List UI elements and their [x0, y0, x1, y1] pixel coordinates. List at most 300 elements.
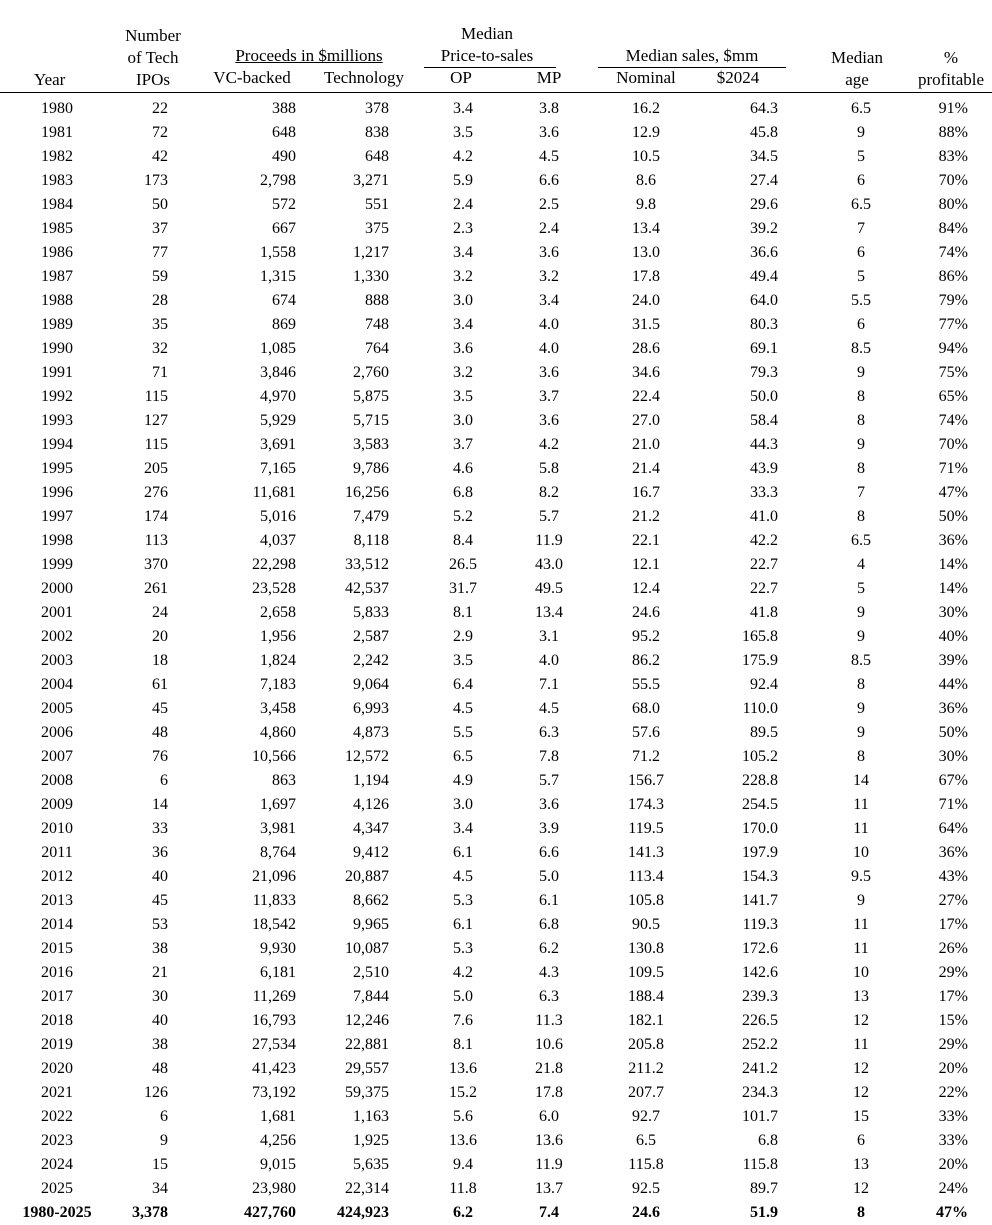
- technology-cell: 59,375: [345, 1084, 389, 1101]
- table-row: [0, 745, 992, 769]
- op-cell: 8.4: [453, 532, 473, 549]
- op-cell: 3.2: [453, 364, 473, 381]
- table-row: [0, 1033, 992, 1057]
- table-row: [0, 601, 992, 625]
- median-age-cell: 6: [857, 244, 865, 261]
- op-cell: 3.4: [453, 244, 473, 261]
- vc-backed-cell: 4,860: [260, 724, 296, 741]
- profitable-cell: 40%: [938, 628, 968, 645]
- year-cell: 1999: [41, 556, 73, 573]
- median-age-cell: 7: [857, 220, 865, 237]
- price-to-sales-header-line2: Price-to-sales: [440, 46, 534, 65]
- year-cell: 2022: [41, 1108, 73, 1125]
- nominal-sales-cell: 24.6: [632, 1204, 660, 1221]
- vc-backed-cell: 9,930: [260, 940, 296, 957]
- median-age-cell: 9: [857, 628, 865, 645]
- tech-ipos-cell: 113: [144, 532, 168, 549]
- table-row: [0, 481, 992, 505]
- nominal-sales-cell: 12.9: [632, 124, 660, 141]
- profitable-cell: 27%: [938, 892, 968, 909]
- technology-cell: 648: [365, 148, 389, 165]
- technology-cell: 1,925: [353, 1132, 389, 1149]
- year-cell: 1988: [41, 292, 73, 309]
- op-cell: 13.6: [449, 1060, 477, 1077]
- profitable-cell: 80%: [938, 196, 968, 213]
- median-age-cell: 9: [857, 604, 865, 621]
- median-age-cell: 4: [857, 556, 865, 573]
- mp-cell: 17.8: [535, 1084, 563, 1101]
- sales-2024-cell: 101.7: [742, 1108, 778, 1125]
- sales-2024-cell: 105.2: [742, 748, 778, 765]
- sales-2024-cell: 254.5: [742, 796, 778, 813]
- table-row: [0, 577, 992, 601]
- median-age-cell: 8.5: [851, 340, 871, 357]
- technology-cell: 3,271: [353, 172, 389, 189]
- mp-cell: 11.9: [535, 1156, 563, 1173]
- sales-2024-cell: 64.0: [750, 292, 778, 309]
- tech-ipos-cell: 6: [160, 1108, 168, 1125]
- header-rule: [0, 92, 992, 93]
- mp-cell: 3.9: [539, 820, 559, 837]
- year-cell: 2014: [41, 916, 73, 933]
- nominal-sales-cell: 68.0: [632, 700, 660, 717]
- tech-ipos-cell: 48: [152, 1060, 168, 1077]
- op-cell: 26.5: [449, 556, 477, 573]
- table-row: [0, 841, 992, 865]
- tech-ipos-cell: 45: [152, 700, 168, 717]
- tech-ipos-cell: 126: [144, 1084, 168, 1101]
- table-row: [0, 697, 992, 721]
- vc-backed-cell: 3,691: [260, 436, 296, 453]
- technology-cell: 2,587: [353, 628, 389, 645]
- profitable-cell: 33%: [938, 1108, 968, 1125]
- technology-cell: 424,923: [337, 1204, 389, 1221]
- sales-2024-cell: 241.2: [742, 1060, 778, 1077]
- sales-2024-cell: 197.9: [742, 844, 778, 861]
- vc-backed-cell: 4,970: [260, 388, 296, 405]
- vc-backed-cell: 427,760: [244, 1204, 296, 1221]
- nominal-sales-cell: 21.2: [632, 508, 660, 525]
- mp-cell: 3.7: [539, 388, 559, 405]
- nominal-sales-cell: 6.5: [636, 1132, 656, 1149]
- median-age-header-line1: Median: [831, 48, 883, 67]
- technology-cell: 12,572: [345, 748, 389, 765]
- technology-header: Technology: [323, 68, 405, 87]
- year-header: Year: [34, 70, 66, 89]
- vc-backed-cell: 27,534: [252, 1036, 296, 1053]
- vc-backed-cell: 73,192: [252, 1084, 296, 1101]
- tech-ipos-cell: 38: [152, 940, 168, 957]
- mp-cell: 4.0: [539, 652, 559, 669]
- nominal-sales-cell: 22.1: [632, 532, 660, 549]
- op-cell: 7.6: [453, 1012, 473, 1029]
- technology-cell: 10,087: [345, 940, 389, 957]
- op-cell: 3.5: [453, 388, 473, 405]
- table-row: [0, 721, 992, 745]
- mp-cell: 6.3: [539, 724, 559, 741]
- year-cell: 1996: [41, 484, 73, 501]
- mp-cell: 6.1: [539, 892, 559, 909]
- mp-cell: 3.8: [539, 100, 559, 117]
- tech-ipos-cell: 61: [152, 676, 168, 693]
- op-cell: 3.5: [453, 652, 473, 669]
- sales-2024-cell: 110.0: [742, 700, 778, 717]
- op-cell: 3.4: [453, 316, 473, 333]
- median-age-cell: 12: [853, 1060, 869, 1077]
- op-cell: 13.6: [449, 1132, 477, 1149]
- vc-backed-cell: 11,269: [252, 988, 296, 1005]
- technology-cell: 9,965: [353, 916, 389, 933]
- vc-backed-cell: 667: [272, 220, 296, 237]
- technology-cell: 12,246: [345, 1012, 389, 1029]
- sales-2024-cell: 49.4: [750, 268, 778, 285]
- vc-backed-cell: 2,798: [260, 172, 296, 189]
- tech-ipos-cell: 30: [152, 988, 168, 1005]
- median-sales-group-header: Median sales, $mm: [625, 46, 759, 65]
- tech-ipos-header-line2: of Tech: [127, 48, 179, 67]
- technology-cell: 22,881: [345, 1036, 389, 1053]
- tech-ipos-cell: 174: [144, 508, 168, 525]
- sales-2024-cell: 44.3: [750, 436, 778, 453]
- table-row: [0, 985, 992, 1009]
- profitable-cell: 43%: [938, 868, 968, 885]
- profitable-cell: 29%: [938, 1036, 968, 1053]
- tech-ipos-cell: 76: [152, 748, 168, 765]
- year-cell: 1998: [41, 532, 73, 549]
- median-age-header-line2: age: [845, 70, 869, 89]
- mp-cell: 4.5: [539, 148, 559, 165]
- op-cell: 6.5: [453, 748, 473, 765]
- technology-cell: 16,256: [345, 484, 389, 501]
- vc-backed-cell: 5,929: [260, 412, 296, 429]
- nominal-sales-cell: 8.6: [636, 172, 656, 189]
- median-age-cell: 6: [857, 1132, 865, 1149]
- table-row: [0, 961, 992, 985]
- technology-cell: 1,194: [353, 772, 389, 789]
- vc-backed-cell: 1,085: [260, 340, 296, 357]
- mp-header: MP: [536, 68, 562, 87]
- technology-cell: 2,760: [353, 364, 389, 381]
- sales-2024-cell: 89.5: [750, 724, 778, 741]
- tech-ipos-cell: 42: [152, 148, 168, 165]
- median-age-cell: 6: [857, 172, 865, 189]
- vc-backed-cell: 21,096: [252, 868, 296, 885]
- technology-cell: 888: [365, 292, 389, 309]
- mp-cell: 2.4: [539, 220, 559, 237]
- sales-2024-cell: 79.3: [750, 364, 778, 381]
- sales-2024-cell: 51.9: [750, 1204, 778, 1221]
- mp-cell: 3.6: [539, 364, 559, 381]
- op-cell: 5.5: [453, 724, 473, 741]
- proceeds-group-header: Proceeds in $millions: [235, 46, 383, 65]
- table-row: [0, 1129, 992, 1153]
- year-cell: 2012: [41, 868, 73, 885]
- sales-2024-cell: 6.8: [758, 1132, 778, 1149]
- median-age-cell: 11: [853, 820, 869, 837]
- median-age-cell: 8: [857, 508, 865, 525]
- nominal-sales-cell: 21.0: [632, 436, 660, 453]
- nominal-sales-cell: 55.5: [632, 676, 660, 693]
- vc-backed-cell: 4,256: [260, 1132, 296, 1149]
- mp-cell: 5.7: [539, 772, 559, 789]
- tech-ipos-cell: 59: [152, 268, 168, 285]
- sales-2024-cell: 142.6: [742, 964, 778, 981]
- table-row: [0, 865, 992, 889]
- nominal-sales-cell: 115.8: [628, 1156, 664, 1173]
- technology-cell: 5,833: [353, 604, 389, 621]
- vc-backed-cell: 2,658: [260, 604, 296, 621]
- profitable-cell: 50%: [938, 508, 968, 525]
- mp-cell: 5.0: [539, 868, 559, 885]
- vc-backed-cell: 4,037: [260, 532, 296, 549]
- mp-cell: 3.4: [539, 292, 559, 309]
- vc-backed-cell: 23,528: [252, 580, 296, 597]
- table-row: [0, 385, 992, 409]
- tech-ipos-cell: 9: [160, 1132, 168, 1149]
- nominal-sales-cell: 130.8: [628, 940, 664, 957]
- year-cell: 1995: [41, 460, 73, 477]
- technology-cell: 5,635: [353, 1156, 389, 1173]
- tech-ipos-cell: 205: [144, 460, 168, 477]
- nominal-sales-cell: 12.4: [632, 580, 660, 597]
- technology-cell: 764: [365, 340, 389, 357]
- op-cell: 11.8: [449, 1180, 477, 1197]
- sales-2024-cell: 22.7: [750, 556, 778, 573]
- sales-2024-cell: 170.0: [742, 820, 778, 837]
- vc-backed-cell: 1,315: [260, 268, 296, 285]
- sales-2024-cell: 27.4: [750, 172, 778, 189]
- nominal-sales-cell: 24.0: [632, 292, 660, 309]
- op-cell: 4.5: [453, 700, 473, 717]
- technology-cell: 22,314: [345, 1180, 389, 1197]
- tech-ipos-cell: 173: [144, 172, 168, 189]
- year-cell: 2009: [41, 796, 73, 813]
- technology-cell: 20,887: [345, 868, 389, 885]
- technology-cell: 3,583: [353, 436, 389, 453]
- year-cell: 2004: [41, 676, 73, 693]
- profitable-cell: 24%: [938, 1180, 968, 1197]
- op-cell: 3.0: [453, 796, 473, 813]
- table-row: [0, 217, 992, 241]
- year-cell: 2023: [41, 1132, 73, 1149]
- nominal-sales-cell: 9.8: [636, 196, 656, 213]
- sales-2024-cell: 45.8: [750, 124, 778, 141]
- table-row: [0, 673, 992, 697]
- technology-cell: 551: [365, 196, 389, 213]
- technology-cell: 1,217: [353, 244, 389, 261]
- technology-cell: 5,875: [353, 388, 389, 405]
- mp-cell: 7.8: [539, 748, 559, 765]
- mp-cell: 3.2: [539, 268, 559, 285]
- table-row: [0, 817, 992, 841]
- profitable-cell: 36%: [938, 532, 968, 549]
- sales-2024-cell: 154.3: [742, 868, 778, 885]
- profitable-cell: 83%: [938, 148, 968, 165]
- op-cell: 3.6: [453, 340, 473, 357]
- op-cell: 3.4: [453, 100, 473, 117]
- sales-2024-cell: 226.5: [742, 1012, 778, 1029]
- profitable-cell: 47%: [936, 1204, 968, 1221]
- nominal-sales-cell: 22.4: [632, 388, 660, 405]
- tech-ipos-cell: 72: [152, 124, 168, 141]
- sales-2024-cell: 172.6: [742, 940, 778, 957]
- profitable-cell: 26%: [938, 940, 968, 957]
- median-age-cell: 12: [853, 1180, 869, 1197]
- tech-ipos-cell: 115: [144, 388, 168, 405]
- technology-cell: 838: [365, 124, 389, 141]
- op-header: OP: [450, 68, 472, 87]
- median-age-cell: 6.5: [851, 196, 871, 213]
- sales-2024-cell: 22.7: [750, 580, 778, 597]
- vc-backed-cell: 9,015: [260, 1156, 296, 1173]
- year-cell: 2001: [41, 604, 73, 621]
- table-row: [0, 169, 992, 193]
- mp-cell: 4.0: [539, 340, 559, 357]
- median-age-cell: 9: [857, 892, 865, 909]
- median-age-cell: 8.5: [851, 652, 871, 669]
- median-age-cell: 11: [853, 916, 869, 933]
- nominal-sales-cell: 10.5: [632, 148, 660, 165]
- tech-ipos-cell: 24: [152, 604, 168, 621]
- median-age-cell: 9: [857, 436, 865, 453]
- year-cell: 2000: [41, 580, 73, 597]
- sales-2024-cell: 43.9: [750, 460, 778, 477]
- op-cell: 4.2: [453, 148, 473, 165]
- sales-2024-cell: 234.3: [742, 1084, 778, 1101]
- median-age-cell: 10: [853, 964, 869, 981]
- op-cell: 3.0: [453, 292, 473, 309]
- sales-2024-cell: 92.4: [750, 676, 778, 693]
- nominal-sales-cell: 174.3: [628, 796, 664, 813]
- vc-backed-cell: 1,824: [260, 652, 296, 669]
- table-row: [0, 913, 992, 937]
- technology-cell: 7,844: [353, 988, 389, 1005]
- op-cell: 8.1: [453, 604, 473, 621]
- nominal-sales-cell: 211.2: [628, 1060, 664, 1077]
- median-age-cell: 15: [853, 1108, 869, 1125]
- table-body: [0, 97, 992, 1225]
- nominal-sales-cell: 95.2: [632, 628, 660, 645]
- median-age-cell: 5.5: [851, 292, 871, 309]
- median-age-cell: 12: [853, 1084, 869, 1101]
- mp-cell: 5.8: [539, 460, 559, 477]
- vc-backed-cell: 648: [272, 124, 296, 141]
- mp-cell: 10.6: [535, 1036, 563, 1053]
- sales-2024-cell: 115.8: [742, 1156, 778, 1173]
- table-row: [0, 409, 992, 433]
- mp-cell: 6.6: [539, 844, 559, 861]
- op-cell: 3.4: [453, 820, 473, 837]
- mp-cell: 43.0: [535, 556, 563, 573]
- profitable-cell: 94%: [938, 340, 968, 357]
- mp-cell: 6.0: [539, 1108, 559, 1125]
- table-row: [0, 769, 992, 793]
- nominal-sales-cell: 71.2: [632, 748, 660, 765]
- tech-ipos-cell: 53: [152, 916, 168, 933]
- profitable-cell: 30%: [938, 748, 968, 765]
- technology-cell: 8,118: [353, 532, 389, 549]
- mp-cell: 11.3: [535, 1012, 563, 1029]
- nominal-sales-cell: 28.6: [632, 340, 660, 357]
- mp-cell: 6.6: [539, 172, 559, 189]
- technology-cell: 2,242: [353, 652, 389, 669]
- table-row: [0, 97, 992, 121]
- year-cell: 2011: [41, 844, 73, 861]
- table-row: [0, 1153, 992, 1177]
- tech-ipos-cell: 36: [152, 844, 168, 861]
- profitable-header-line2: profitable: [917, 70, 985, 89]
- table-row: [0, 529, 992, 553]
- op-cell: 5.3: [453, 892, 473, 909]
- vc-backed-cell: 572: [272, 196, 296, 213]
- vc-backed-header: VC-backed: [213, 68, 291, 87]
- op-cell: 3.0: [453, 412, 473, 429]
- table-row: [0, 649, 992, 673]
- profitable-cell: 75%: [938, 364, 968, 381]
- table-row: [0, 889, 992, 913]
- year-cell: 1992: [41, 388, 73, 405]
- op-cell: 5.2: [453, 508, 473, 525]
- tech-ipos-cell: 40: [152, 1012, 168, 1029]
- profitable-cell: 33%: [938, 1132, 968, 1149]
- year-cell: 1982: [41, 148, 73, 165]
- nominal-sales-cell: 205.8: [628, 1036, 664, 1053]
- op-cell: 4.9: [453, 772, 473, 789]
- mp-cell: 13.4: [535, 604, 563, 621]
- tech-ipos-cell: 45: [152, 892, 168, 909]
- median-age-cell: 8: [857, 388, 865, 405]
- median-sales-rule: [598, 67, 786, 68]
- profitable-cell: 39%: [938, 652, 968, 669]
- mp-cell: 6.3: [539, 988, 559, 1005]
- vc-backed-cell: 11,681: [252, 484, 296, 501]
- nominal-sales-cell: 31.5: [632, 316, 660, 333]
- vc-backed-cell: 7,165: [260, 460, 296, 477]
- median-age-cell: 9: [857, 724, 865, 741]
- nominal-sales-cell: 90.5: [632, 916, 660, 933]
- table-row: [0, 289, 992, 313]
- total-row: [0, 1201, 992, 1225]
- mp-cell: 3.6: [539, 796, 559, 813]
- sales-2024-cell: 29.6: [750, 196, 778, 213]
- profitable-cell: 17%: [938, 916, 968, 933]
- year-cell: 2024: [41, 1156, 73, 1173]
- profitable-cell: 36%: [938, 844, 968, 861]
- op-cell: 5.9: [453, 172, 473, 189]
- technology-cell: 1,330: [353, 268, 389, 285]
- sales-2024-cell: 175.9: [742, 652, 778, 669]
- nominal-sales-cell: 34.6: [632, 364, 660, 381]
- year-cell: 1994: [41, 436, 73, 453]
- nominal-sales-cell: 109.5: [628, 964, 664, 981]
- vc-backed-cell: 869: [272, 316, 296, 333]
- technology-cell: 378: [365, 100, 389, 117]
- profitable-cell: 88%: [938, 124, 968, 141]
- profitable-cell: 22%: [938, 1084, 968, 1101]
- table-row: [0, 457, 992, 481]
- vc-backed-cell: 1,697: [260, 796, 296, 813]
- vc-backed-cell: 5,016: [260, 508, 296, 525]
- median-age-cell: 8: [857, 460, 865, 477]
- tech-ipos-cell: 127: [144, 412, 168, 429]
- sales-2024-cell: 69.1: [750, 340, 778, 357]
- tech-ipos-cell: 261: [144, 580, 168, 597]
- technology-cell: 42,537: [345, 580, 389, 597]
- median-age-cell: 9: [857, 124, 865, 141]
- median-age-cell: 6.5: [851, 100, 871, 117]
- sales-2024-cell: 41.0: [750, 508, 778, 525]
- sales-2024-cell: 141.7: [742, 892, 778, 909]
